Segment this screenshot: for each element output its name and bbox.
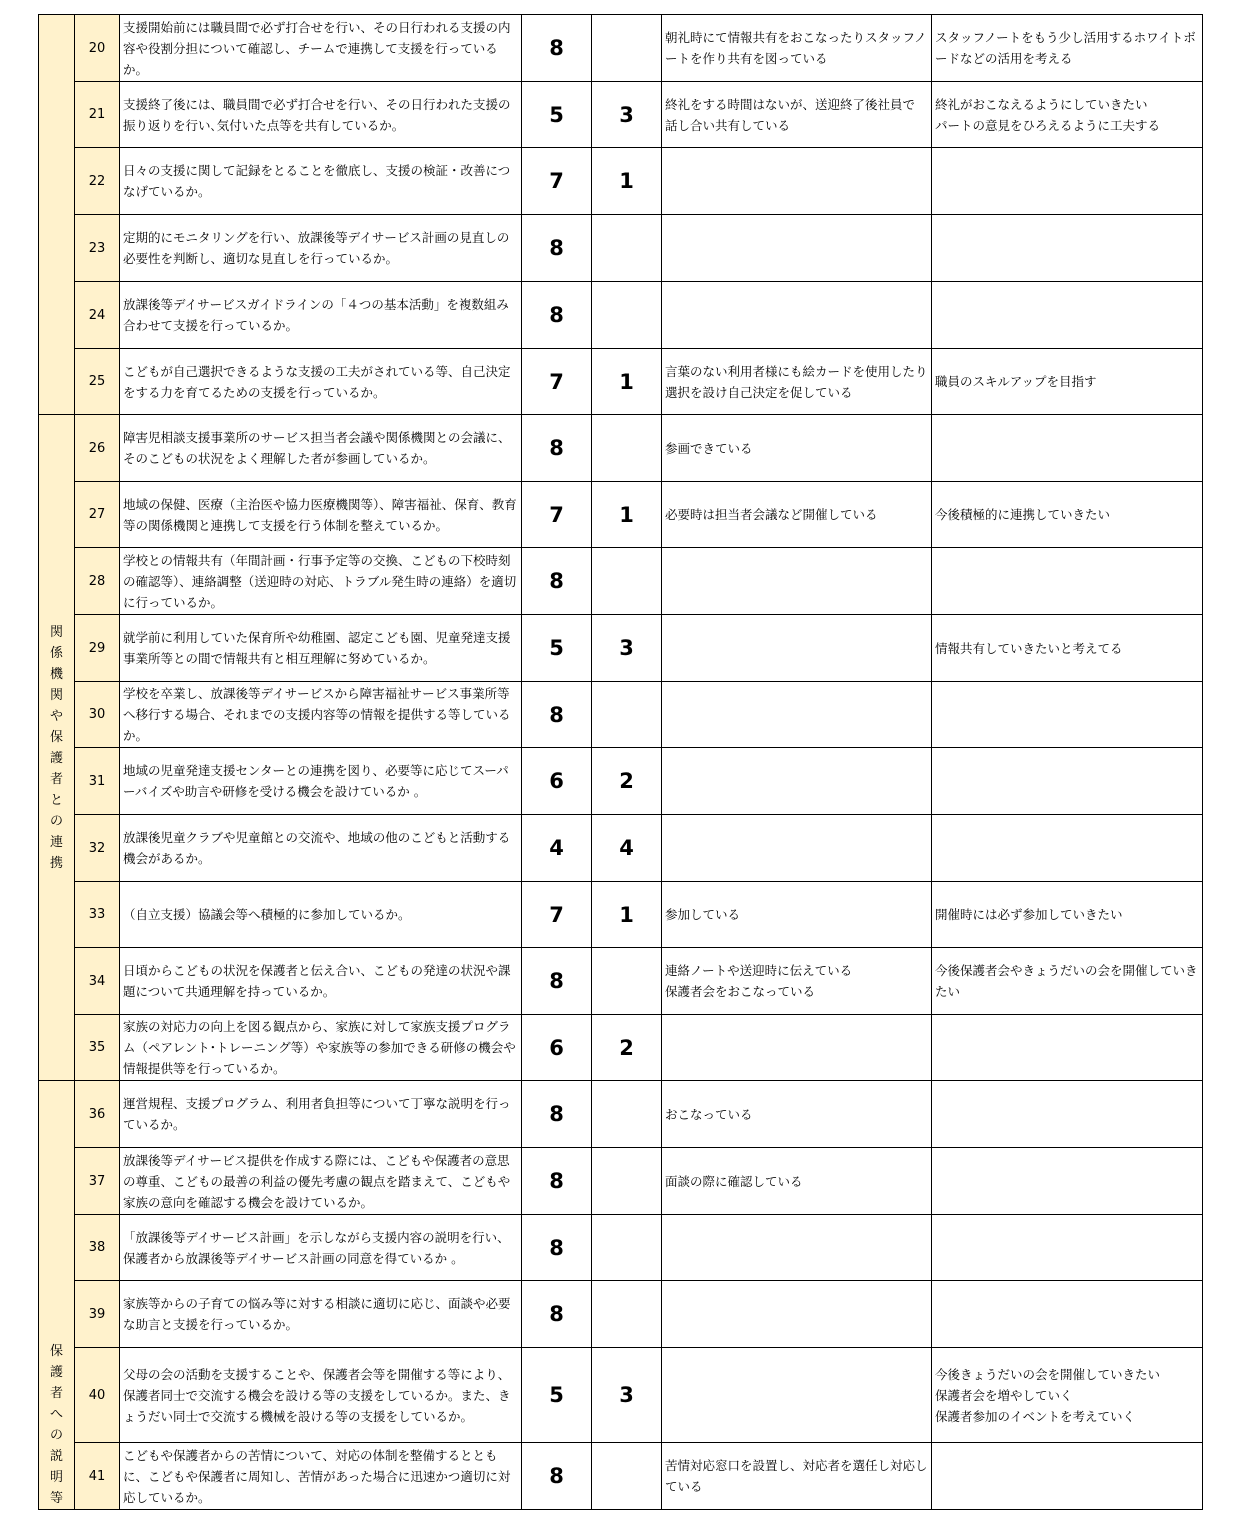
no-count-cell <box>592 15 662 82</box>
no-count-cell <box>592 548 662 615</box>
table-row <box>39 148 1203 215</box>
category-cell <box>39 15 75 415</box>
yes-count-cell: 7 <box>522 349 592 415</box>
status-cell <box>662 148 932 215</box>
no-count-cell <box>592 1443 662 1510</box>
item-number-cell: 24 <box>75 282 120 349</box>
yes-count-cell: 8 <box>522 1215 592 1281</box>
yes-count-cell: 8 <box>522 1443 592 1510</box>
improvement-cell: 今後積極的に連携していきたい <box>932 482 1203 548</box>
question-cell: 地域の保健、医療（主治医や協力医療機関等）、障害福祉、保育、教育等の関係機関と連携して支援を行う体制を整えているか。 <box>120 482 522 548</box>
question-cell: 放課後等デイサービスガイドラインの「４つの基本活動」を複数組み合わせて支援を行っているか。 <box>120 282 522 349</box>
item-number-cell: 25 <box>75 349 120 415</box>
question-cell: 放課後児童クラブや児童館との交流や、地域の他のこどもと活動する機会があるか。 <box>120 815 522 882</box>
no-count-cell: 1 <box>592 482 662 548</box>
yes-count-cell: 8 <box>522 682 592 748</box>
yes-count-cell: 4 <box>522 815 592 882</box>
improvement-cell: 開催時には必ず参加していきたい <box>932 882 1203 948</box>
no-count-cell <box>592 1148 662 1215</box>
status-cell: 朝礼時にて情報共有をおこなったりスタッフノートを作り共有を図っている <box>662 15 932 82</box>
improvement-cell <box>932 1015 1203 1081</box>
improvement-cell <box>932 1081 1203 1148</box>
improvement-cell <box>932 548 1203 615</box>
yes-count-cell: 8 <box>522 282 592 349</box>
no-count-cell <box>592 1215 662 1281</box>
status-cell: 終礼をする時間はないが、送迎終了後社員で 話し合い共有している <box>662 82 932 148</box>
status-cell: おこなっている <box>662 1081 932 1148</box>
improvement-cell <box>932 682 1203 748</box>
category-cell <box>39 415 75 1081</box>
no-count-cell <box>592 415 662 482</box>
item-number-cell: 35 <box>75 1015 120 1081</box>
status-cell: 苦情対応窓口を設置し、対応者を選任し対応している <box>662 1443 932 1510</box>
item-number-cell: 26 <box>75 415 120 482</box>
status-cell <box>662 1281 932 1348</box>
question-cell: こどもや保護者からの苦情について、対応の体制を整備するとともに、こどもや保護者に周知し、苦情があった場合に迅速かつ適切に対応しているか。 <box>120 1443 522 1510</box>
no-count-cell: 1 <box>592 148 662 215</box>
no-count-cell <box>592 1281 662 1348</box>
table-row <box>39 415 1203 482</box>
status-cell <box>662 815 932 882</box>
status-cell <box>662 215 932 282</box>
evaluation-table <box>38 14 1203 1510</box>
table-row <box>39 1348 1203 1443</box>
status-cell <box>662 548 932 615</box>
no-count-cell: 2 <box>592 1015 662 1081</box>
evaluation-table-body <box>39 15 1203 1510</box>
table-row <box>39 548 1203 615</box>
no-count-cell <box>592 948 662 1015</box>
question-cell: 学校との情報共有（年間計画・行事予定等の交換、こどもの下校時刻の確認等）、連絡調整（送迎時の対応、トラブル発生時の連絡）を適切に行っているか。 <box>120 548 522 615</box>
status-cell <box>662 1348 932 1443</box>
no-count-cell <box>592 1081 662 1148</box>
yes-count-cell: 5 <box>522 615 592 682</box>
improvement-cell: 今後きょうだいの会を開催していきたい 保護者会を増やしていく 保護者参加のイベントを考えていく <box>932 1348 1203 1443</box>
improvement-cell: スタッフノートをもう少し活用するホワイトボードなどの活用を考える <box>932 15 1203 82</box>
category-cell <box>39 1081 75 1510</box>
yes-count-cell: 8 <box>522 548 592 615</box>
category-label: 関係機関や保護者との連携 <box>49 624 63 871</box>
yes-count-cell: 8 <box>522 948 592 1015</box>
improvement-cell <box>932 1281 1203 1348</box>
item-number-cell: 32 <box>75 815 120 882</box>
question-cell: 家族等からの子育ての悩み等に対する相談に適切に応じ、面談や必要な助言と支援を行っているか。 <box>120 1281 522 1348</box>
improvement-cell <box>932 748 1203 815</box>
improvement-cell: 情報共有していきたいと考えてる <box>932 615 1203 682</box>
no-count-cell: 3 <box>592 615 662 682</box>
item-number-cell: 23 <box>75 215 120 282</box>
question-cell: 就学前に利用していた保育所や幼稚園、認定こども園、児童発達支援事業所等との間で情報共有と相互理解に努めているか。 <box>120 615 522 682</box>
item-number-cell: 22 <box>75 148 120 215</box>
status-cell: 言葉のない利用者様にも絵カードを使用したり選択を設け自己決定を促している <box>662 349 932 415</box>
improvement-cell: 職員のスキルアップを目指す <box>932 349 1203 415</box>
item-number-cell: 20 <box>75 15 120 82</box>
question-cell: 障害児相談支援事業所のサービス担当者会議や関係機関との会議に、そのこどもの状況をよく理解した者が参画しているか。 <box>120 415 522 482</box>
table-row <box>39 1443 1203 1510</box>
status-cell <box>662 1015 932 1081</box>
improvement-cell <box>932 215 1203 282</box>
yes-count-cell: 8 <box>522 215 592 282</box>
status-cell <box>662 1215 932 1281</box>
status-cell: 連絡ノートや送迎時に伝えている 保護者会をおこなっている <box>662 948 932 1015</box>
table-row <box>39 948 1203 1015</box>
item-number-cell: 21 <box>75 82 120 148</box>
item-number-cell: 36 <box>75 1081 120 1148</box>
status-cell: 参画できている <box>662 415 932 482</box>
item-number-cell: 33 <box>75 882 120 948</box>
table-row <box>39 1215 1203 1281</box>
item-number-cell: 30 <box>75 682 120 748</box>
yes-count-cell: 6 <box>522 1015 592 1081</box>
improvement-cell <box>932 148 1203 215</box>
table-row <box>39 15 1203 82</box>
yes-count-cell: 5 <box>522 82 592 148</box>
item-number-cell: 39 <box>75 1281 120 1348</box>
no-count-cell: 1 <box>592 349 662 415</box>
yes-count-cell: 6 <box>522 748 592 815</box>
question-cell: 運営規程、支援プログラム、利用者負担等について丁寧な説明を行っているか。 <box>120 1081 522 1148</box>
item-number-cell: 27 <box>75 482 120 548</box>
question-cell: 学校を卒業し、放課後等デイサービスから障害福祉サービス事業所等へ移行する場合、それまでの支援内容等の情報を提供する等しているか。 <box>120 682 522 748</box>
no-count-cell: 2 <box>592 748 662 815</box>
item-number-cell: 31 <box>75 748 120 815</box>
status-cell <box>662 748 932 815</box>
table-row <box>39 882 1203 948</box>
yes-count-cell: 8 <box>522 1148 592 1215</box>
table-row <box>39 682 1203 748</box>
yes-count-cell: 8 <box>522 415 592 482</box>
category-label: 保護者への説明等 <box>49 1344 63 1506</box>
question-cell: 「放課後等デイサービス計画」を示しながら支援内容の説明を行い、保護者から放課後等デイサービス計画の同意を得ているか 。 <box>120 1215 522 1281</box>
improvement-cell <box>932 1215 1203 1281</box>
yes-count-cell: 7 <box>522 482 592 548</box>
table-row <box>39 615 1203 682</box>
no-count-cell: 3 <box>592 1348 662 1443</box>
no-count-cell <box>592 282 662 349</box>
table-row <box>39 482 1203 548</box>
yes-count-cell: 8 <box>522 1281 592 1348</box>
yes-count-cell: 5 <box>522 1348 592 1443</box>
status-cell <box>662 615 932 682</box>
no-count-cell <box>592 682 662 748</box>
table-row <box>39 82 1203 148</box>
improvement-cell <box>932 415 1203 482</box>
question-cell: こどもが自己選択できるような支援の工夫がされている等、自己決定をする力を育てるための支援を行っているか。 <box>120 349 522 415</box>
item-number-cell: 34 <box>75 948 120 1015</box>
improvement-cell <box>932 1148 1203 1215</box>
question-cell: 放課後等デイサービス提供を作成する際には、こどもや保護者の意思の尊重、こどもの最善の利益の優先考慮の観点を踏まえて、こどもや家族の意向を確認する機会を設けているか。 <box>120 1148 522 1215</box>
question-cell: 父母の会の活動を支援することや、保護者会等を開催する等により、保護者同士で交流する機会を設ける等の支援をしているか。また、きょうだい同士で交流する機械を設ける等の支援をしているか。 <box>120 1348 522 1443</box>
no-count-cell: 3 <box>592 82 662 148</box>
yes-count-cell: 7 <box>522 882 592 948</box>
question-cell: 支援終了後には、職員間で必ず打合せを行い、その日行われた支援の振り返りを行い､気付いた点等を共有しているか。 <box>120 82 522 148</box>
yes-count-cell: 8 <box>522 15 592 82</box>
item-number-cell: 37 <box>75 1148 120 1215</box>
question-cell: 定期的にモニタリングを行い、放課後等デイサービス計画の見直しの必要性を判断し、適切な見直しを行っているか。 <box>120 215 522 282</box>
table-row <box>39 282 1203 349</box>
table-row <box>39 1015 1203 1081</box>
question-cell: 家族の対応力の向上を図る観点から、家族に対して家族支援プログラム（ペアレント･トレーニング等）や家族等の参加できる研修の機会や情報提供等を行っているか。 <box>120 1015 522 1081</box>
item-number-cell: 40 <box>75 1348 120 1443</box>
yes-count-cell: 8 <box>522 1081 592 1148</box>
table-row <box>39 215 1203 282</box>
item-number-cell: 29 <box>75 615 120 682</box>
item-number-cell: 28 <box>75 548 120 615</box>
improvement-cell <box>932 1443 1203 1510</box>
status-cell: 面談の際に確認している <box>662 1148 932 1215</box>
improvement-cell <box>932 282 1203 349</box>
question-cell: 支援開始前には職員間で必ず打合せを行い、その日行われる支援の内容や役割分担について確認し、チームで連携して支援を行っているか。 <box>120 15 522 82</box>
status-cell: 必要時は担当者会議など開催している <box>662 482 932 548</box>
status-cell <box>662 682 932 748</box>
question-cell: 地域の児童発達支援センターとの連携を図り、必要等に応じてスーパーバイズや助言や研修を受ける機会を設けているか 。 <box>120 748 522 815</box>
item-number-cell: 38 <box>75 1215 120 1281</box>
table-row <box>39 815 1203 882</box>
no-count-cell <box>592 215 662 282</box>
question-cell: （自立支援）協議会等へ積極的に参加しているか。 <box>120 882 522 948</box>
question-cell: 日頃からこどもの状況を保護者と伝え合い、こどもの発達の状況や課題について共通理解を持っているか。 <box>120 948 522 1015</box>
table-row <box>39 1281 1203 1348</box>
table-row <box>39 1081 1203 1148</box>
question-cell: 日々の支援に関して記録をとることを徹底し、支援の検証・改善につなげているか。 <box>120 148 522 215</box>
table-row <box>39 748 1203 815</box>
yes-count-cell: 7 <box>522 148 592 215</box>
improvement-cell <box>932 815 1203 882</box>
no-count-cell: 4 <box>592 815 662 882</box>
status-cell <box>662 282 932 349</box>
table-row <box>39 349 1203 415</box>
no-count-cell: 1 <box>592 882 662 948</box>
improvement-cell: 今後保護者会やきょうだいの会を開催していきたい <box>932 948 1203 1015</box>
status-cell: 参加している <box>662 882 932 948</box>
table-row <box>39 1148 1203 1215</box>
improvement-cell: 終礼がおこなえるようにしていきたい パートの意見をひろえるように工夫する <box>932 82 1203 148</box>
item-number-cell: 41 <box>75 1443 120 1510</box>
